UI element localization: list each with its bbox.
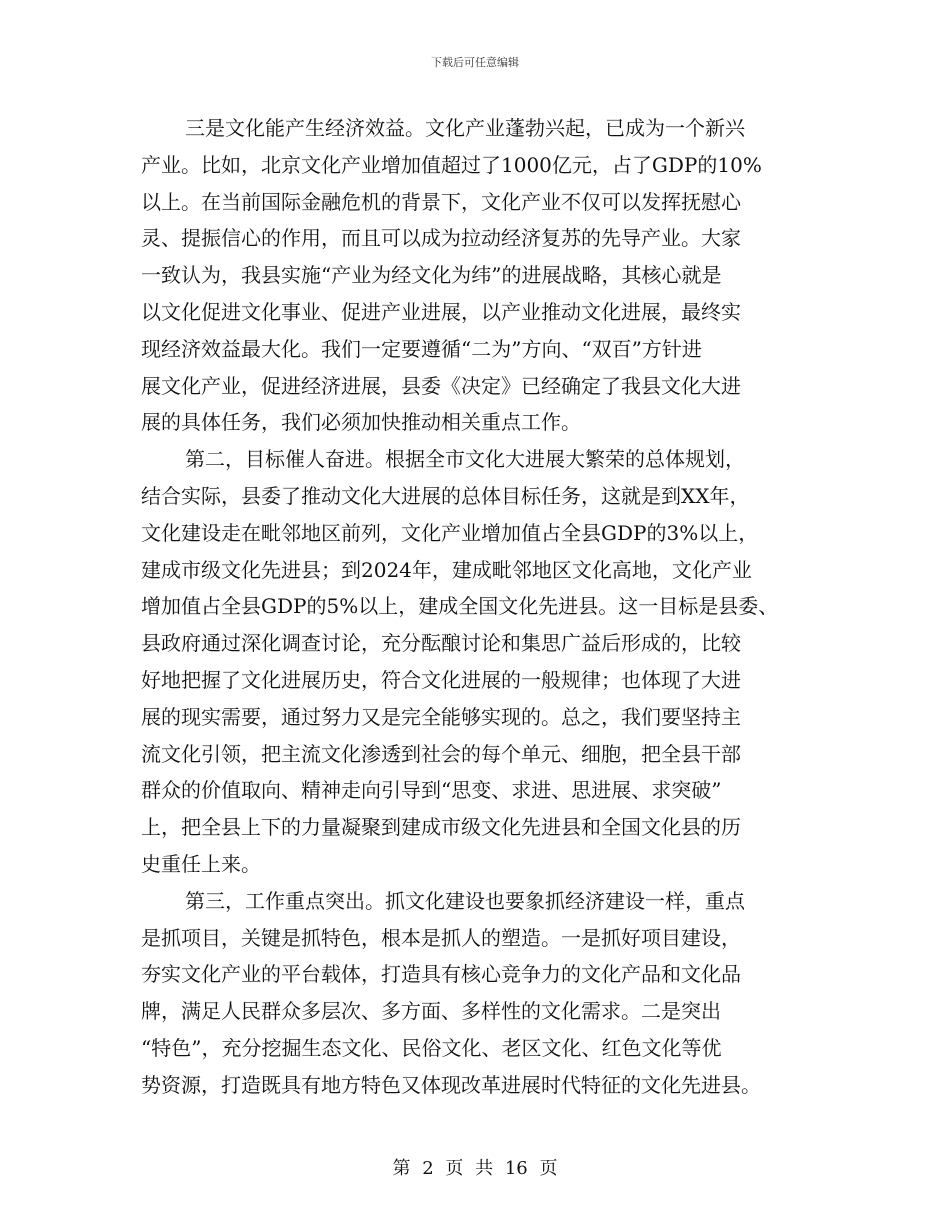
document-body (141, 110, 811, 1104)
text-line: 展的具体任务，我们必须加快推动相关重点工作。 (141, 410, 581, 435)
text-line: 文化建设走在毗邻地区前列，文化产业增加值占全县GDP的3%以上， (141, 520, 759, 545)
text-line: 县政府通过深化调查讨论，充分酝酿讨论和集思广益后形成的，比较 (141, 631, 741, 656)
text-line: 势资源，打造既具有地方特色又体现改革进展时代特征的文化先进县。 (141, 1072, 761, 1097)
text-line: 现经济效益最大化。我们一定要遵循“二为”方向、“双百”方针进 (141, 336, 702, 361)
text-line: 灵、提振信心的作用，而且可以成为拉动经济复苏的先导产业。大家 (141, 226, 741, 251)
text-line: 展的现实需要，通过努力又是完全能够实现的。总之，我们要坚持主 (141, 704, 741, 729)
text-line: 流文化引领，把主流文化渗透到社会的每个单元、细胞，把全县干部 (141, 741, 741, 766)
paragraph-culture-economic-benefit (141, 110, 811, 441)
paragraph-third-work-focus (141, 883, 811, 1104)
text-line: 好地把握了文化进展历史，符合文化进展的一般规律；也体现了大进 (141, 667, 741, 692)
page-header: 下载后可任意编辑 (431, 56, 519, 69)
text-line: 以文化促进文化事业、促进产业进展，以产业推动文化进展，最终实 (141, 299, 741, 324)
text-line: 一致认为，我县实施“产业为经文化为纬”的进展战略，其核心就是 (141, 263, 722, 288)
text-line: 结合实际，县委了推动文化大进展的总体目标任务，这就是到XX年， (141, 483, 750, 508)
text-line: 群众的价值取向、精神走向引导到“思变、求进、思进展、求突破” (141, 778, 722, 803)
text-line: 牌，满足人民群众多层次、多方面、多样性的文化需求。二是突出 (141, 999, 721, 1024)
text-line: 三是文化能产生经济效益。文化产业蓬勃兴起，已成为一个新兴 (185, 116, 745, 140)
text-line: 增加值占全县GDP的5%以上，建成全国文化先进县。这一目标是县委、 (141, 594, 779, 619)
paragraph-second-goal (141, 441, 811, 883)
text-line: 史重任上来。 (141, 851, 261, 876)
text-line: 展文化产业，促进经济进展，县委《决定》已经确定了我县文化大进 (141, 373, 741, 398)
text-line: “特色”，充分挖掘生态文化、民俗文化、老区文化、红色文化等优 (141, 1035, 722, 1060)
text-line: 第二，目标催人奋进。根据全市文化大进展大繁荣的总体规划， (185, 447, 745, 472)
text-line: 建成市级文化先进县；到2024年，建成毗邻地区文化高地，文化产业 (141, 557, 752, 582)
text-line: 第三，工作重点突出。抓文化建设也要象抓经济建设一样，重点 (185, 888, 745, 913)
text-line: 夯实文化产业的平台载体，打造具有核心竞争力的文化产品和文化品 (141, 962, 741, 987)
text-line: 以上。在当前国际金融危机的背景下，文化产业不仅可以发挥抚慰心 (141, 189, 741, 214)
text-line: 上，把全县上下的力量凝聚到建成市级文化先进县和全国文化县的历 (141, 815, 741, 840)
text-line: 产业。比如，北京文化产业增加值超过了1000亿元，占了GDP的10% (141, 152, 762, 177)
text-line: 是抓项目，关键是抓特色，根本是抓人的塑造。一是抓好项目建设， (141, 925, 741, 950)
page-number-footer: 第 2 页 共 16 页 (392, 1158, 558, 1179)
